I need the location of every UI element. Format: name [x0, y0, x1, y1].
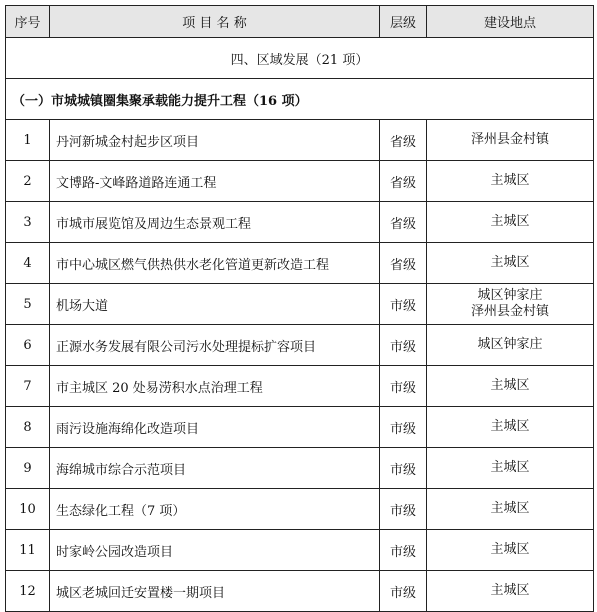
- header-row: [6, 6, 594, 38]
- project-location: [427, 448, 594, 489]
- subsection-row: [6, 79, 594, 120]
- section-title: 四、区域发展（21 项）: [6, 38, 594, 79]
- project-location: [427, 202, 594, 243]
- project-location: [427, 530, 594, 571]
- project-name: 海绵城市综合示范项目: [50, 448, 380, 489]
- section-row: [6, 38, 594, 79]
- location-line: 主城区: [490, 542, 530, 557]
- project-location: [427, 284, 594, 325]
- project-level: 市级: [380, 571, 427, 612]
- location-line: 主城区: [490, 583, 530, 598]
- row-number: 11: [6, 530, 50, 571]
- project-level: 市级: [380, 325, 427, 366]
- subsection-title: （一）市城城镇圈集聚承载能力提升工程（16 项）: [6, 79, 594, 120]
- location-line: 主城区: [490, 378, 530, 393]
- row-number: 9: [6, 448, 50, 489]
- table-row: [6, 366, 594, 407]
- project-location: [427, 571, 594, 612]
- project-location: [427, 325, 594, 366]
- project-name: 正源水务发展有限公司污水处理提标扩容项目: [50, 325, 380, 366]
- project-location: [427, 407, 594, 448]
- row-number: 5: [6, 284, 50, 325]
- location-line: 主城区: [490, 214, 530, 229]
- location-line: 泽州县金村镇: [470, 132, 549, 147]
- row-number: 3: [6, 202, 50, 243]
- table-row: [6, 243, 594, 284]
- project-location: [427, 120, 594, 161]
- project-name: 雨污设施海绵化改造项目: [50, 407, 380, 448]
- header-level: 层级: [380, 6, 427, 38]
- project-level: 市级: [380, 407, 427, 448]
- table-row: [6, 407, 594, 448]
- project-name: 城区老城回迁安置楼一期项目: [50, 571, 380, 612]
- project-level: 省级: [380, 161, 427, 202]
- header-num: 序号: [6, 6, 50, 38]
- project-name: 市中心城区燃气供热供水老化管道更新改造工程: [50, 243, 380, 284]
- table-row: [6, 284, 594, 325]
- project-location: [427, 161, 594, 202]
- row-number: 2: [6, 161, 50, 202]
- row-number: 1: [6, 120, 50, 161]
- location-line: 主城区: [490, 501, 530, 516]
- row-number: 12: [6, 571, 50, 612]
- header-location: 建设地点: [427, 6, 594, 38]
- header-name: 项 目 名 称: [50, 6, 380, 38]
- table-row: [6, 448, 594, 489]
- table-row: [6, 202, 594, 243]
- table-row: [6, 530, 594, 571]
- table-row: [6, 120, 594, 161]
- location-line: 城区钟家庄: [477, 337, 543, 352]
- project-location: [427, 366, 594, 407]
- location-line: 主城区: [490, 419, 530, 434]
- project-level: 市级: [380, 284, 427, 325]
- table-row: [6, 571, 594, 612]
- project-level: 市级: [380, 448, 427, 489]
- location-line: 主城区: [490, 255, 530, 270]
- project-level: 市级: [380, 489, 427, 530]
- row-number: 4: [6, 243, 50, 284]
- project-level: 省级: [380, 243, 427, 284]
- location-line: 城区钟家庄: [477, 288, 543, 303]
- table-row: [6, 161, 594, 202]
- location-line: 主城区: [490, 460, 530, 475]
- project-location: [427, 243, 594, 284]
- project-name: 市城市展览馆及周边生态景观工程: [50, 202, 380, 243]
- table-row: [6, 489, 594, 530]
- project-name: 生态绿化工程（7 项）: [50, 489, 380, 530]
- row-number: 8: [6, 407, 50, 448]
- project-level: 市级: [380, 530, 427, 571]
- row-number: 7: [6, 366, 50, 407]
- location-line: 泽州县金村镇: [470, 304, 549, 319]
- project-name: 时家岭公园改造项目: [50, 530, 380, 571]
- table-row: [6, 325, 594, 366]
- project-location: [427, 489, 594, 530]
- location-line: 主城区: [490, 173, 530, 188]
- project-level: 市级: [380, 366, 427, 407]
- project-name: 丹河新城金村起步区项目: [50, 120, 380, 161]
- project-level: 省级: [380, 120, 427, 161]
- project-name: 市主城区 20 处易涝积水点治理工程: [50, 366, 380, 407]
- project-name: 文博路-文峰路道路连通工程: [50, 161, 380, 202]
- row-number: 10: [6, 489, 50, 530]
- project-level: 省级: [380, 202, 427, 243]
- project-name: 机场大道: [50, 284, 380, 325]
- row-number: 6: [6, 325, 50, 366]
- project-table: [5, 5, 594, 612]
